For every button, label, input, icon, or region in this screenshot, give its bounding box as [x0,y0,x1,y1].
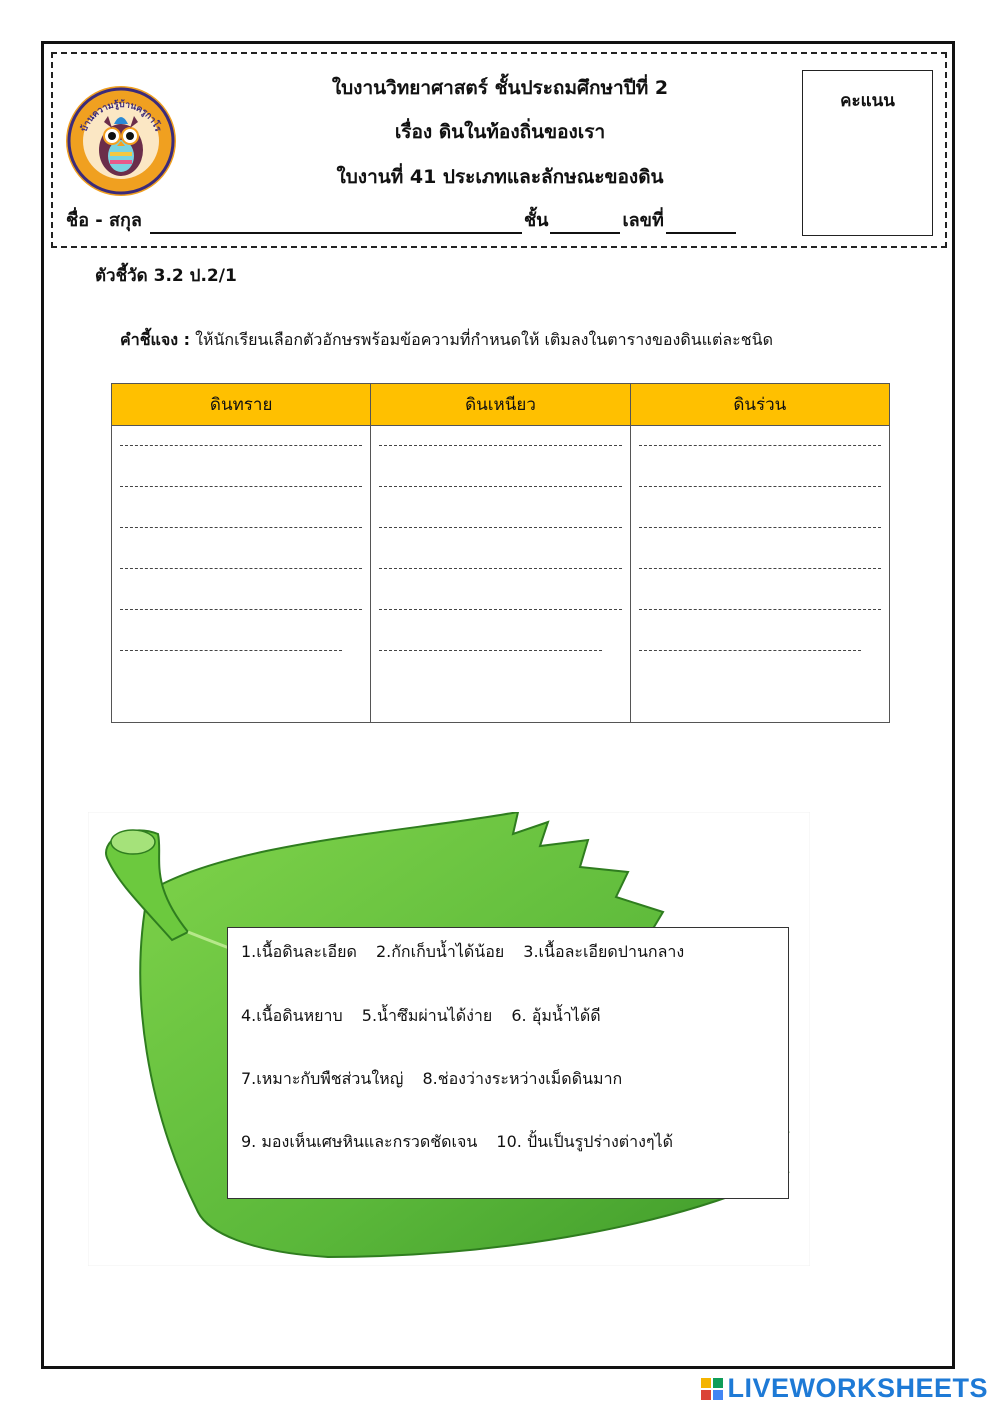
liveworksheets-logo-icon [701,1378,723,1400]
answer-line [120,445,362,447]
answer-cell-clay[interactable] [371,426,630,723]
name-label: ชื่อ - สกุล [66,210,142,231]
answer-line [639,445,881,447]
options-row-1 [241,940,698,965]
class-field[interactable] [550,212,620,234]
option-8[interactable]: 8.ช่องว่างระหว่างเม็ดดินมาก [422,1069,623,1088]
options-row-2 [241,1004,615,1029]
option-10[interactable]: 10. ปั้นเป็นรูปร่างต่างๆได้ [496,1132,673,1151]
brand-text: LIVEWORKSHEETS [727,1373,988,1403]
instruction [120,328,773,353]
score-label: คะแนน [840,91,895,111]
number-label: เลขที่ [622,210,664,231]
option-1[interactable]: 1.เนื้อดินละเอียด [241,942,357,961]
score-box[interactable] [802,70,933,236]
answer-line [120,486,362,488]
worksheet-title-topic: เรื่อง ดินในท้องถิ่นของเรา [394,121,606,143]
header-sandy-soil: ดินทราย [112,384,371,426]
answer-line [639,650,861,652]
answer-line [379,568,621,570]
answer-line [639,568,881,570]
header-loam-soil: ดินร่วน [630,384,889,426]
instruction-text: ให้นักเรียนเลือกตัวอักษรพร้อมข้อความที่กำหนดให้ เติมลงในตารางของดินแต่ละชนิด [190,330,773,349]
options-row-3 [241,1067,636,1092]
name-field[interactable] [150,212,522,234]
class-label: ชั้น [523,210,549,231]
number-field[interactable] [666,212,736,234]
student-info-row [66,205,738,234]
school-logo-owl-icon [64,84,178,198]
indicator: ตัวชี้วัด 3.2 ป.2/1 [95,266,237,286]
answer-line [639,527,881,529]
answer-line [379,445,621,447]
instruction-label: คำชี้แจง : [120,330,191,349]
answer-line [379,650,601,652]
option-7[interactable]: 7.เหมาะกับพืชส่วนใหญ่ [241,1069,404,1088]
worksheet-title-subject: ใบงานวิทยาศาสตร์ ชั้นประถมศึกษาปีที่ 2 [331,77,669,99]
options-box [227,927,789,1199]
soil-type-table [111,383,890,723]
option-5[interactable]: 5.น้ำซึมผ่านได้ง่าย [361,1006,493,1025]
answer-line [120,527,362,529]
option-4[interactable]: 4.เนื้อดินหยาบ [241,1006,343,1025]
answer-line [379,609,621,611]
worksheet-title-number: ใบงานที่ 41 ประเภทและลักษณะของดิน [336,166,664,188]
answer-cell-sandy[interactable] [112,426,371,723]
answer-line [639,609,881,611]
answer-line [379,527,621,529]
options-row-4 [241,1130,687,1155]
answer-cell-loam[interactable] [630,426,889,723]
answer-line [379,486,621,488]
option-6[interactable]: 6. อุ้มน้ำได้ดี [511,1006,601,1025]
liveworksheets-brand [701,1373,988,1404]
logo-text: บ้านความรู้บ้านครูกาโร [79,99,163,134]
answer-line [120,609,362,611]
answer-line [120,650,342,652]
option-3[interactable]: 3.เนื้อละเอียดปานกลาง [523,942,685,961]
answer-line [120,568,362,570]
option-2[interactable]: 2.กักเก็บน้ำได้น้อย [375,942,505,961]
answer-line [639,486,881,488]
option-9[interactable]: 9. มองเห็นเศษหินและกรวดชัดเจน [241,1132,478,1151]
header-clay-soil: ดินเหนียว [371,384,630,426]
